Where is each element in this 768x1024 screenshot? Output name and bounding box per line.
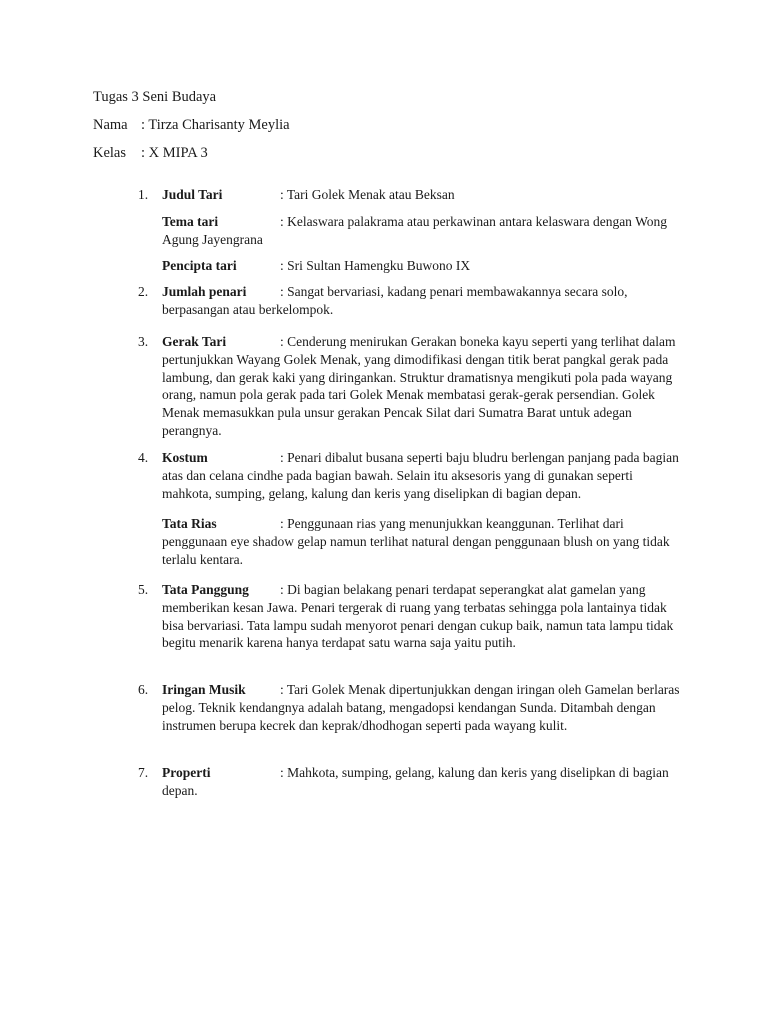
- item-number: 4.: [138, 450, 149, 465]
- item-tata-panggung: [162, 581, 682, 652]
- item-number: 2.: [138, 284, 149, 299]
- item-judul-tari: [162, 186, 682, 204]
- item-jumlah-penari: [162, 283, 682, 319]
- item-term: Judul Tari: [162, 187, 223, 202]
- item-text: : Tari Golek Menak dipertunjukkan dengan iringan oleh Gamelan berlaras pelog. Teknik kendangnya adalah batang, mengadopsi kendangan Sunda. Ditambah dengan instrumen berupa kecrek dan keprak/dhodhogan seperti pada wayang kulit.: [162, 682, 680, 733]
- item-number: 1.: [138, 187, 149, 202]
- name-value: : Tirza Charisanty Meylia: [141, 117, 290, 133]
- class-value: : X MIPA 3: [141, 145, 208, 161]
- item-term: Properti: [162, 765, 211, 780]
- item-term: Kostum: [162, 450, 208, 465]
- item-gerak-tari: [162, 333, 682, 440]
- item-text: : Di bagian belakang penari terdapat seperangkat alat gamelan yang memberikan kesan Jawa. Penari tergerak di ruang yang terbatas sehingga pola lantainya tidak bisa bervariasi. Tata lampu sudah menyorot penari dengan cukup baik, namun tata lampu tidak begitu menarik karena hanya terdapat satu warna saja yaitu putih.: [162, 582, 674, 651]
- item-number: 5.: [138, 582, 149, 597]
- item-term: Tata Panggung: [162, 582, 249, 597]
- item-tata-rias: [162, 515, 682, 568]
- document-title: Tugas 3 Seni Budaya: [93, 89, 217, 105]
- item-text: : Mahkota, sumping, gelang, kalung dan keris yang diselipkan di bagian depan.: [162, 765, 669, 798]
- item-text: : Tari Golek Menak atau Beksan: [280, 187, 455, 202]
- item-number: 7.: [138, 765, 149, 780]
- item-text: : Penggunaan rias yang menunjukkan keanggunan. Terlihat dari penggunaan eye shadow gelap namun terlihat natural dengan penggunaan blush on yang tidak terlalu kentara.: [162, 516, 670, 567]
- item-text: : Sri Sultan Hamengku Buwono IX: [280, 258, 471, 273]
- item-iringan-musik: [162, 681, 682, 734]
- item-term: Pencipta tari: [162, 258, 237, 273]
- item-term: Gerak Tari: [162, 334, 227, 349]
- item-term: Iringan Musik: [162, 682, 246, 697]
- item-term: Tema tari: [162, 214, 219, 229]
- class-label: Kelas: [93, 145, 127, 161]
- item-text: : Penari dibalut busana seperti baju bludru berlengan panjang pada bagian atas dan celana cindhe pada bagian bawah. Selain itu aksesoris yang di gunakan seperti mahkota, sumping, gelang, kalung dan keris yang diselipkan di bagian depan.: [162, 450, 679, 501]
- student-name-line: [93, 116, 290, 134]
- item-text: : Kelaswara palakrama atau perkawinan antara kelaswara dengan Wong Agung Jayengrana: [162, 214, 667, 247]
- item-pencipta-tari: [162, 257, 682, 275]
- item-term: Jumlah penari: [162, 284, 247, 299]
- item-number: 6.: [138, 682, 149, 697]
- item-properti: [162, 764, 682, 800]
- student-class-line: [93, 144, 208, 162]
- item-term: Tata Rias: [162, 516, 217, 531]
- item-text: : Cenderung menirukan Gerakan boneka kayu seperti yang terlihat dalam pertunjukkan Wayang Golek Menak, yang dimodifikasi dengan titik berat pangkal gerak pada lambung, dan gerak kaki yang diringankan. Struktur dramatisnya mengikuti pola pada wayang orang, namun pola gerak pada tari Golek Menak membatasi gerak-gerak persendian. Golek Menak memasukkan pula unsur gerakan Pencak Silat dari Sumatra Barat untuk adegan perangnya.: [162, 334, 676, 438]
- item-text: : Sangat bervariasi, kadang penari membawakannya secara solo, berpasangan atau berkelompok.: [162, 284, 628, 317]
- item-kostum: [162, 449, 682, 502]
- name-label: Nama: [93, 117, 128, 133]
- item-tema-tari: [162, 213, 682, 249]
- item-number: 3.: [138, 334, 149, 349]
